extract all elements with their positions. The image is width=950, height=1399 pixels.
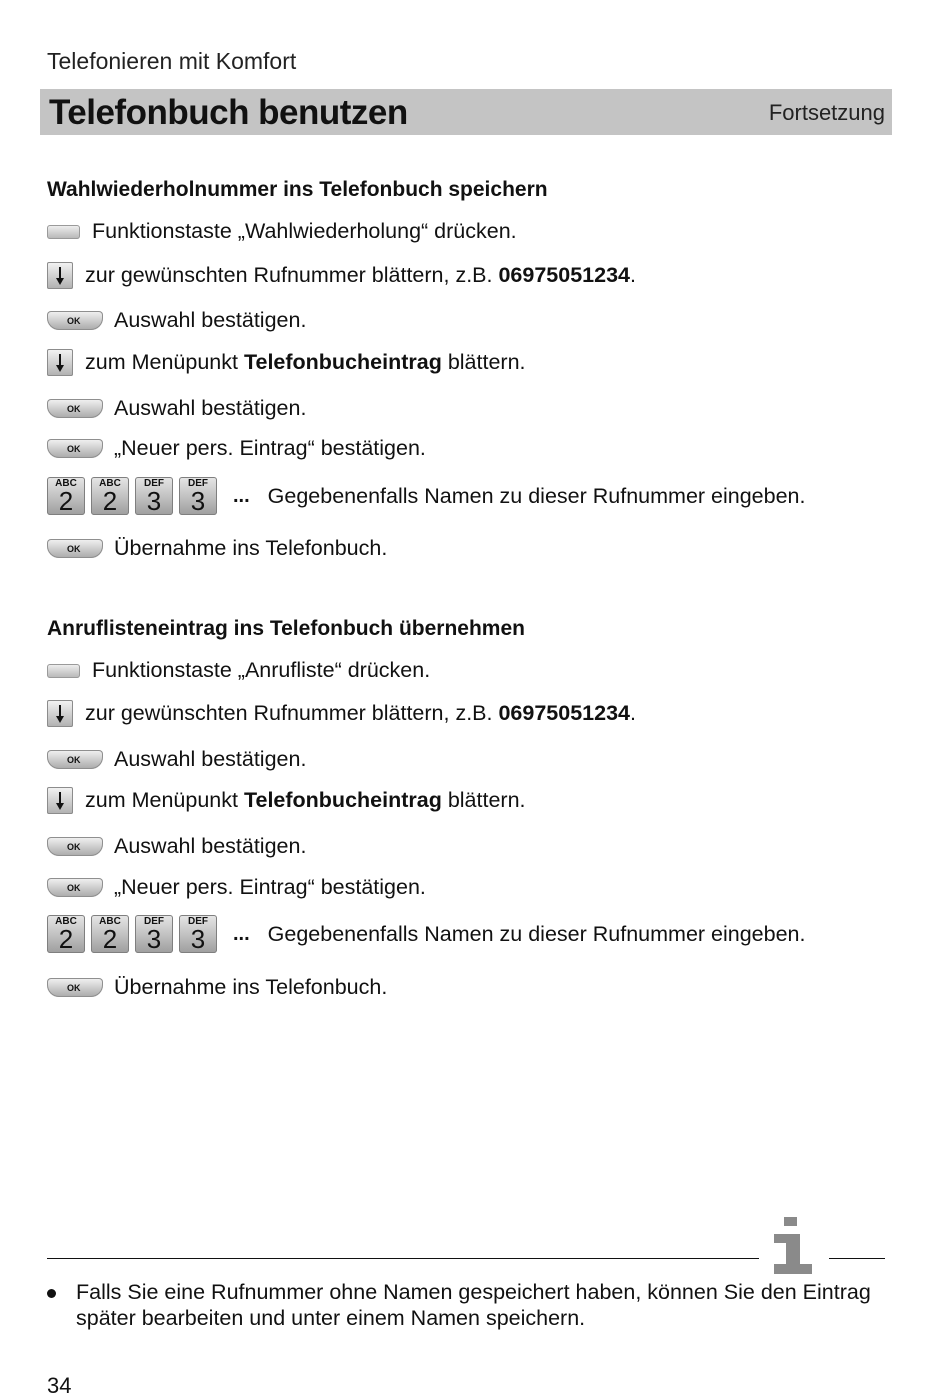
step-text: Übernahme ins Telefonbuch. [114, 975, 388, 999]
step-text: zum Menüpunkt Telefonbucheintrag blättern. [85, 788, 526, 812]
divider-line [829, 1258, 885, 1259]
step-item [47, 975, 387, 1000]
step-item [47, 658, 430, 683]
ellipsis: ... [233, 484, 250, 507]
ok-key-icon: OK [47, 311, 103, 330]
title-bar [40, 89, 892, 135]
arrow-down-key-icon [47, 787, 73, 814]
step-text: Auswahl bestätigen. [114, 747, 307, 771]
step-text: „Neuer pers. Eintrag“ bestätigen. [114, 875, 426, 899]
arrow-down-key-icon [47, 349, 73, 376]
page-title: Telefonbuch benutzen [49, 93, 408, 132]
step-item [47, 787, 526, 814]
info-note [47, 1279, 887, 1331]
step-item [47, 262, 636, 289]
bullet-icon [47, 1289, 56, 1298]
ok-key-icon: OK [47, 878, 103, 897]
step-item [47, 536, 387, 561]
step-text: Gegebenenfalls Namen zu dieser Rufnummer eingeben. [267, 921, 806, 946]
keypad-key-icon: ABC 2 [91, 915, 129, 953]
section-heading: Wahlwiederholnummer ins Telefonbuch speichern [47, 178, 548, 201]
note-text: Falls Sie eine Rufnummer ohne Namen gespeichert haben, können Sie den Eintrag später bearbeiten und unter einem Namen speichern. [76, 1280, 871, 1330]
step-item [47, 396, 306, 421]
keypad-keys [47, 477, 223, 515]
ok-key-icon: OK [47, 439, 103, 458]
info-icon [772, 1215, 814, 1277]
step-text: Übernahme ins Telefonbuch. [114, 536, 388, 560]
step-item [47, 700, 636, 727]
function-key-icon [47, 664, 80, 678]
ellipsis: ... [233, 922, 250, 945]
keypad-keys [47, 915, 223, 953]
arrow-down-key-icon [47, 700, 73, 727]
continuation-label: Fortsetzung [768, 100, 885, 125]
step-item [47, 915, 806, 953]
step-text: Auswahl bestätigen. [114, 396, 307, 420]
divider-line [47, 1258, 759, 1259]
keypad-key-icon: DEF 3 [179, 477, 217, 515]
step-text: Funktionstaste „Anrufliste“ drücken. [92, 658, 431, 682]
step-text: Gegebenenfalls Namen zu dieser Rufnummer eingeben. [267, 483, 806, 508]
step-item [47, 436, 426, 461]
keypad-key-icon: DEF 3 [135, 477, 173, 515]
step-item [47, 834, 306, 859]
page-number: 34 [47, 1373, 72, 1398]
keypad-key-icon: ABC 2 [47, 915, 85, 953]
step-item [47, 219, 517, 244]
ok-key-icon: OK [47, 837, 103, 856]
step-text: zum Menüpunkt Telefonbucheintrag blättern. [85, 350, 526, 374]
arrow-down-key-icon [47, 262, 73, 289]
step-text: Auswahl bestätigen. [114, 308, 307, 332]
step-item [47, 477, 806, 515]
step-text: zur gewünschten Rufnummer blättern, z.B. 06975051234. [85, 263, 636, 287]
running-header: Telefonieren mit Komfort [47, 48, 297, 74]
keypad-key-icon: DEF 3 [179, 915, 217, 953]
ok-key-icon: OK [47, 539, 103, 558]
ok-key-icon: OK [47, 399, 103, 418]
function-key-icon [47, 225, 80, 239]
keypad-key-icon: ABC 2 [91, 477, 129, 515]
keypad-key-icon: DEF 3 [135, 915, 173, 953]
step-item [47, 308, 306, 333]
step-text: „Neuer pers. Eintrag“ bestätigen. [114, 436, 426, 460]
step-item [47, 349, 526, 376]
step-item [47, 875, 426, 900]
step-text: Auswahl bestätigen. [114, 834, 307, 858]
step-text: zur gewünschten Rufnummer blättern, z.B. 06975051234. [85, 701, 636, 725]
keypad-key-icon: ABC 2 [47, 477, 85, 515]
step-text: Funktionstaste „Wahlwiederholung“ drücken. [92, 219, 517, 243]
ok-key-icon: OK [47, 978, 103, 997]
step-item [47, 747, 306, 772]
section-heading: Anruflisteneintrag ins Telefonbuch übernehmen [47, 617, 525, 640]
ok-key-icon: OK [47, 750, 103, 769]
